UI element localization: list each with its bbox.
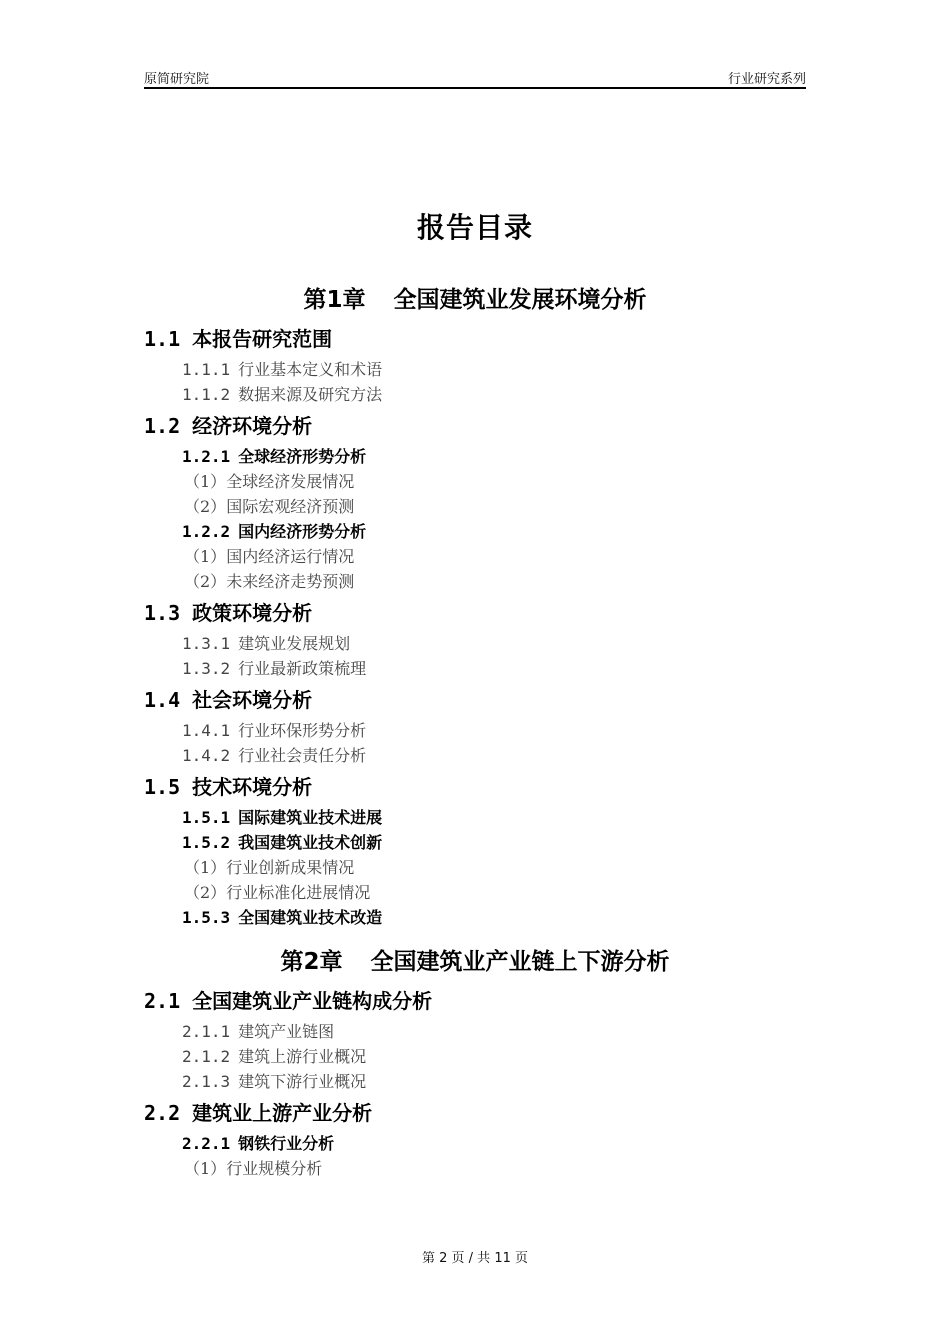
toc-entry-number: 1.3.1: [182, 634, 231, 653]
header-org-name: 原简研究院: [144, 72, 210, 87]
header-series-name: 行业研究系列: [727, 72, 806, 87]
toc-entry-l2[interactable]: [144, 1096, 806, 1131]
toc-entry-number: 1.5.3: [182, 908, 231, 927]
toc-entry-l4[interactable]: [144, 494, 806, 519]
toc-entry-number: 1.2.2: [182, 522, 231, 541]
toc-entry-l4[interactable]: [144, 1156, 806, 1181]
toc-entry-l3b[interactable]: [144, 805, 806, 830]
page-title: 报告目录: [416, 211, 533, 244]
toc-entry-label: 国际建筑业技术进展: [238, 808, 383, 827]
toc-entry-label: 钢铁行业分析: [238, 1134, 335, 1153]
page-header: [144, 68, 806, 88]
toc-entry-label: 行业基本定义和术语: [238, 360, 383, 379]
toc-entry-label: 技术环境分析: [192, 775, 313, 799]
toc-entry-label: 行业社会责任分析: [238, 746, 367, 765]
toc-entry-l3[interactable]: [144, 743, 806, 768]
toc-entry-l4[interactable]: [144, 855, 806, 880]
toc-entry-number: 1.3: [144, 601, 181, 625]
toc-entry-label: 未来经济走势预测: [226, 572, 355, 591]
toc-entry-label: 全国建筑业产业链上下游分析: [370, 949, 670, 975]
toc-entry-label: 建筑业发展规划: [238, 634, 351, 653]
toc-entry-l4[interactable]: [144, 469, 806, 494]
toc-entry-l2[interactable]: [144, 984, 806, 1019]
toc-entry-number: 2.2: [144, 1101, 181, 1125]
toc-entry-label: 建筑产业链图: [238, 1022, 335, 1041]
toc-entry-l3[interactable]: [144, 357, 806, 382]
toc-entry-label: 建筑业上游产业分析: [192, 1101, 373, 1125]
toc-entry-l4[interactable]: [144, 544, 806, 569]
toc-entry-number: 1.4.2: [182, 746, 231, 765]
toc-entry-number: （2）: [184, 497, 227, 516]
toc-entry-number: 1.1.2: [182, 385, 231, 404]
toc-entry-label: 建筑下游行业概况: [238, 1072, 367, 1091]
toc-entry-label: 经济环境分析: [192, 414, 313, 438]
toc-entry-number: 1.3.2: [182, 659, 231, 678]
toc-entry-number: 1.4.1: [182, 721, 231, 740]
toc-entry-number: 2.2.1: [182, 1134, 231, 1153]
toc-entry-number: 1.5: [144, 775, 181, 799]
toc-entry-number: （1）: [184, 472, 227, 491]
toc-entry-number: （2）: [184, 883, 227, 902]
toc-entry-l3b[interactable]: [144, 1131, 806, 1156]
toc-entry-number: 1.1: [144, 327, 181, 351]
toc-entry-label: 国内经济形势分析: [238, 522, 367, 541]
toc-entry-label: 行业最新政策梳理: [238, 659, 367, 678]
toc-entry-label: 行业创新成果情况: [226, 858, 355, 877]
toc-entry-number: 1.4: [144, 688, 181, 712]
toc-entry-number: （1）: [184, 858, 227, 877]
toc-entry-label: 国内经济运行情况: [226, 547, 355, 566]
table-of-contents: [144, 280, 806, 1181]
toc-entry-l2[interactable]: [144, 770, 806, 805]
toc-entry-l2[interactable]: [144, 322, 806, 357]
toc-entry-l3b[interactable]: [144, 519, 806, 544]
toc-entry-l3[interactable]: [144, 1044, 806, 1069]
toc-entry-l3[interactable]: [144, 1069, 806, 1094]
toc-entry-l3[interactable]: [144, 631, 806, 656]
toc-entry-label: 全球经济发展情况: [226, 472, 355, 491]
toc-entry-label: 数据来源及研究方法: [238, 385, 383, 404]
toc-entry-label: 行业标准化进展情况: [226, 883, 371, 902]
toc-entry-label: 全国建筑业产业链构成分析: [192, 989, 433, 1013]
toc-entry-label: 本报告研究范围: [192, 327, 333, 351]
toc-entry-l3[interactable]: [144, 656, 806, 681]
toc-entry-l3[interactable]: [144, 382, 806, 407]
toc-entry-number: 2.1: [144, 989, 181, 1013]
toc-entry-label: 建筑上游行业概况: [238, 1047, 367, 1066]
toc-entry-label: 全国建筑业发展环境分析: [393, 287, 647, 313]
toc-entry-l3b[interactable]: [144, 830, 806, 855]
toc-entry-number: 2.1.2: [182, 1047, 231, 1066]
page-number-footer: 第 2 页 / 共 11 页: [422, 1251, 528, 1266]
toc-entry-number: 第1章: [303, 287, 366, 313]
toc-entry-number: （1）: [184, 1159, 227, 1178]
toc-entry-number: 2.1.1: [182, 1022, 231, 1041]
toc-entry-l4[interactable]: [144, 880, 806, 905]
toc-entry-l3b[interactable]: [144, 444, 806, 469]
toc-entry-number: 2.1.3: [182, 1072, 231, 1091]
toc-entry-l2[interactable]: [144, 596, 806, 631]
toc-entry-l3b[interactable]: [144, 905, 806, 930]
toc-entry-label: 我国建筑业技术创新: [238, 833, 383, 852]
toc-entry-l3[interactable]: [144, 1019, 806, 1044]
toc-entry-label: 政策环境分析: [192, 601, 313, 625]
toc-entry-number: （2）: [184, 572, 227, 591]
toc-entry-chapter[interactable]: [144, 280, 806, 320]
toc-entry-number: 1.2: [144, 414, 181, 438]
toc-entry-label: 社会环境分析: [192, 688, 313, 712]
toc-entry-label: 行业环保形势分析: [238, 721, 367, 740]
toc-entry-label: 国际宏观经济预测: [226, 497, 355, 516]
toc-entry-label: 行业规模分析: [226, 1159, 323, 1178]
toc-entry-number: 1.1.1: [182, 360, 231, 379]
toc-entry-number: 1.5.2: [182, 833, 231, 852]
toc-entry-number: （1）: [184, 547, 227, 566]
toc-entry-chapter[interactable]: [144, 942, 806, 982]
toc-entry-l2[interactable]: [144, 683, 806, 718]
header-divider: [144, 87, 806, 89]
toc-entry-label: 全球经济形势分析: [238, 447, 367, 466]
toc-entry-label: 全国建筑业技术改造: [238, 908, 383, 927]
toc-entry-l3[interactable]: [144, 718, 806, 743]
toc-entry-l2[interactable]: [144, 409, 806, 444]
toc-entry-number: 1.5.1: [182, 808, 231, 827]
toc-entry-l4[interactable]: [144, 569, 806, 594]
toc-entry-number: 1.2.1: [182, 447, 231, 466]
toc-entry-number: 第2章: [280, 949, 343, 975]
